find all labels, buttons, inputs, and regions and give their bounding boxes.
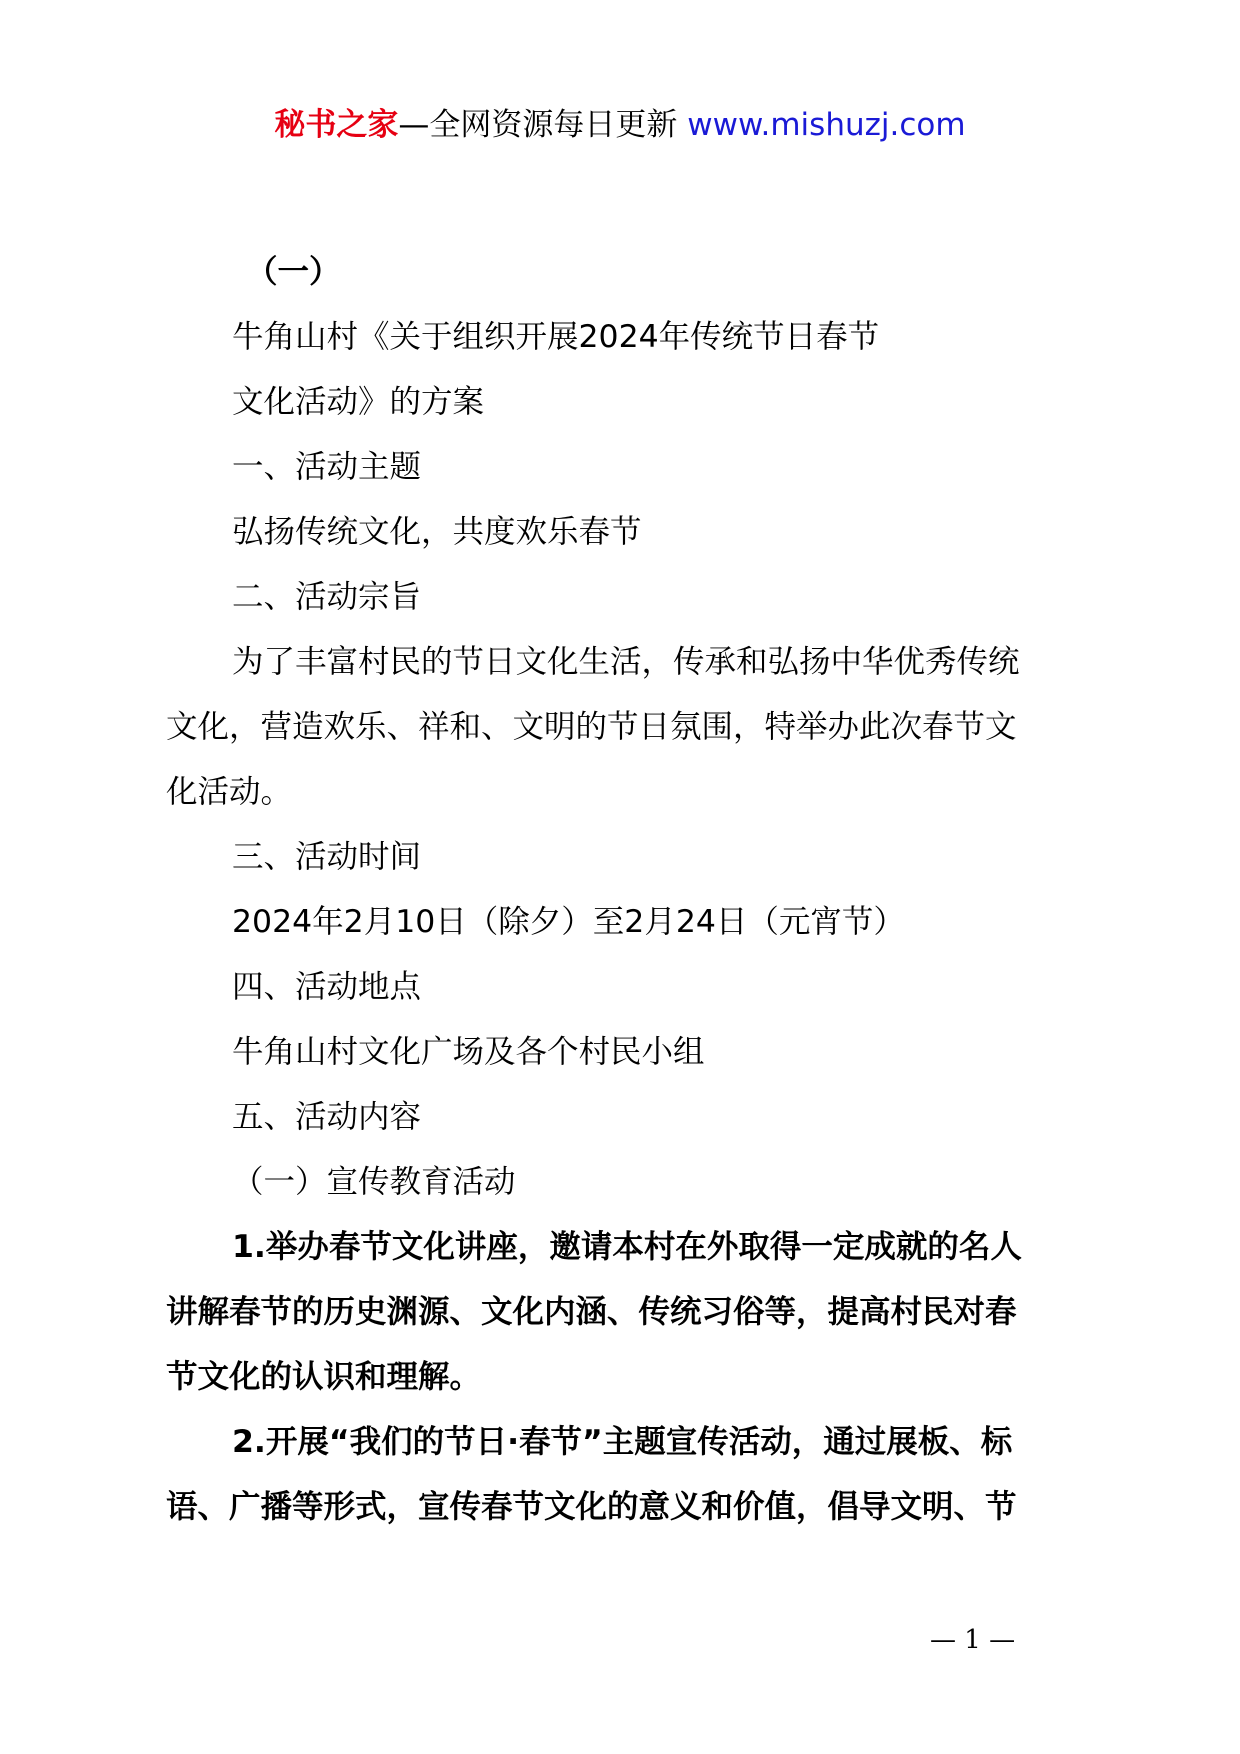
heading-location: 四、活动地点 bbox=[232, 969, 422, 1005]
site-url-link[interactable]: www.mishuzj.com bbox=[687, 107, 966, 143]
site-tagline: —全网资源每日更新 bbox=[398, 107, 688, 143]
item-1-line-2: 讲解春节的历史渊源、文化内涵、传统习俗等，提高村民对春 bbox=[166, 1294, 1017, 1330]
item-2-line-1: 2.开展“我们的节日·春节”主题宣传活动，通过展板、标 bbox=[232, 1424, 1013, 1460]
paragraph-purpose-line-2: 文化，营造欢乐、祥和、文明的节日氛围，特举办此次春节文 bbox=[166, 709, 1017, 745]
paragraph-purpose-line-3: 化活动。 bbox=[166, 774, 293, 810]
site-brand: 秘书之家 bbox=[274, 107, 399, 143]
paragraph-time: 2024年2月10日（除夕）至2月24日（元宵节） bbox=[232, 904, 905, 940]
heading-purpose: 二、活动宗旨 bbox=[232, 579, 422, 615]
heading-theme: 一、活动主题 bbox=[232, 449, 422, 485]
page-number: — 1 — bbox=[930, 1625, 1016, 1655]
section-mark: （一） bbox=[246, 254, 341, 290]
subheading-publicity: （一）宣传教育活动 bbox=[232, 1164, 516, 1200]
item-1-line-1: 1.举办春节文化讲座，邀请本村在外取得一定成就的名人 bbox=[232, 1229, 1022, 1265]
document-title-line-2: 文化活动》的方案 bbox=[232, 384, 485, 420]
heading-time: 三、活动时间 bbox=[232, 839, 422, 875]
paragraph-purpose-line-1: 为了丰富村民的节日文化生活，传承和弘扬中华优秀传统 bbox=[232, 644, 1020, 680]
site-header bbox=[0, 100, 1240, 150]
document-title-line-1: 牛角山村《关于组织开展2024年传统节日春节 bbox=[232, 319, 880, 355]
document-body bbox=[166, 240, 1090, 1540]
item-2-line-2: 语、广播等形式，宣传春节文化的意义和价值，倡导文明、节 bbox=[166, 1489, 1017, 1525]
item-1-line-3: 节文化的认识和理解。 bbox=[166, 1359, 482, 1395]
paragraph-location: 牛角山村文化广场及各个村民小组 bbox=[232, 1034, 705, 1070]
paragraph-theme: 弘扬传统文化，共度欢乐春节 bbox=[232, 514, 642, 550]
heading-content: 五、活动内容 bbox=[232, 1099, 422, 1135]
